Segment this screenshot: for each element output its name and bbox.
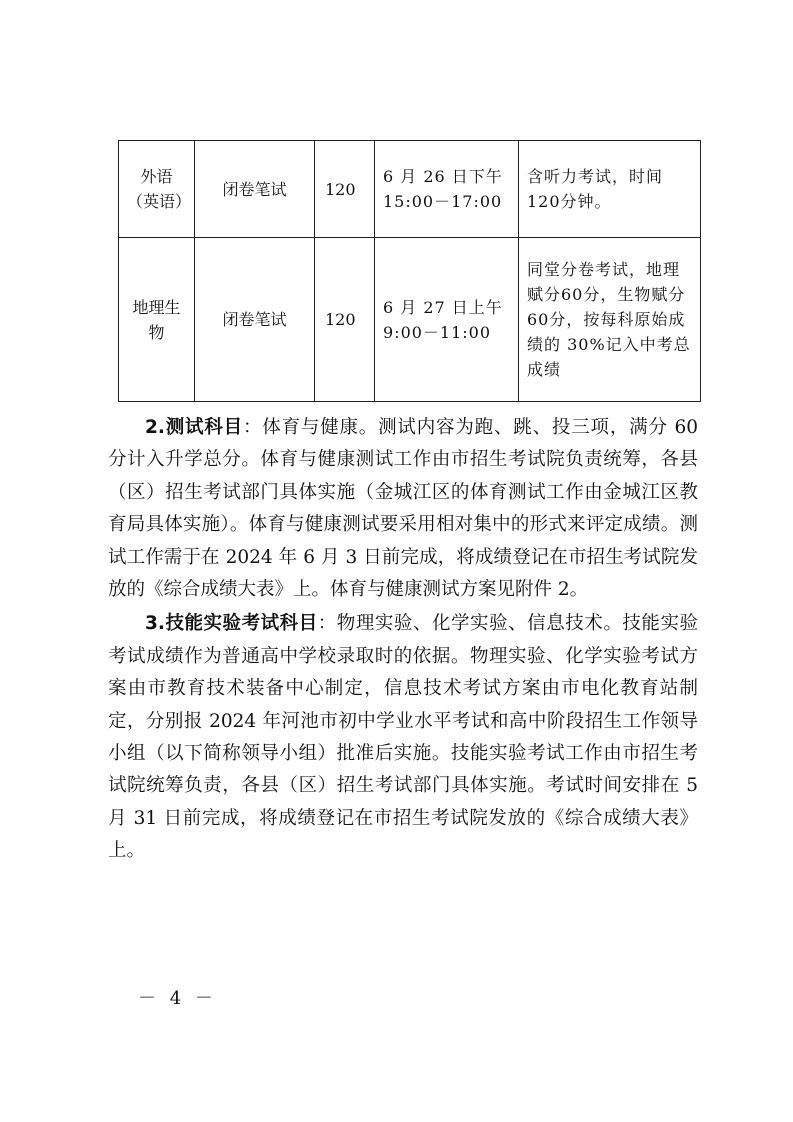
- subject-cell: 外语（英语）: [119, 141, 195, 238]
- table-row: [119, 238, 701, 402]
- section-heading: 2.测试科目: [145, 417, 243, 438]
- note-cell: 同堂分卷考试，地理赋分60分，生物赋分60分，按每科原始成绩的 30%记入中考总成绩: [519, 238, 701, 402]
- section-text: ：体育与健康。测试内容为跑、跳、投三项，满分 60 分计入升学总分。体育与健康测试工作由市招生考试院负责统筹，各县（区）招生考试部门具体实施（金城江区的体育测试工作由金城江区教育局具体实施）。体育与健康测试要采用相对集中的形式来评定成绩。测试工作需于在 2024 年 6 月 3 日前完成，将成绩登记在市招生考试院发放的《综合成绩大表》上。体育与健康测试方案见附件 2。: [108, 417, 698, 601]
- section-heading: 3.技能实验考试科目: [145, 613, 318, 635]
- method-cell: 闭卷笔试: [195, 238, 315, 402]
- subject-cell: 地理生物: [119, 238, 195, 402]
- section-text: ：物理实验、化学实验、信息技术。技能实验考试成绩作为普通高中学校录取时的依据。物理实验、化学实验考试方案由市教育技术装备中心制定，信息技术考试方案由市电化教育站制定，分别报 2024 年河池市初中学业水平考试和高中阶段招生工作领导小组（以下简称领导小组）批准后实施。技能实验考试工作由市招生考试院统筹负责，各县（区）招生考试部门具体实施。考试时间安排在 5 月 31 日前完成，将成绩登记在市招生考试院发放的《综合成绩大表》上。: [108, 613, 698, 862]
- time-cell: 6 月 26 日下午 15:00－17:00: [375, 141, 519, 238]
- duration-cell: 120: [315, 238, 375, 402]
- method-cell: 闭卷笔试: [195, 141, 315, 238]
- table-row: [119, 141, 701, 238]
- exam-schedule-table: [118, 140, 701, 402]
- section-paragraph-sports: [108, 412, 698, 606]
- page-number: － 4 －: [138, 988, 217, 1009]
- body-text: [108, 412, 698, 868]
- time-cell: 6 月 27 日上午 9:00－11:00: [375, 238, 519, 402]
- section-paragraph-skills: [108, 608, 698, 867]
- note-cell: 含听力考试，时间120分钟。: [519, 141, 701, 238]
- duration-cell: 120: [315, 141, 375, 238]
